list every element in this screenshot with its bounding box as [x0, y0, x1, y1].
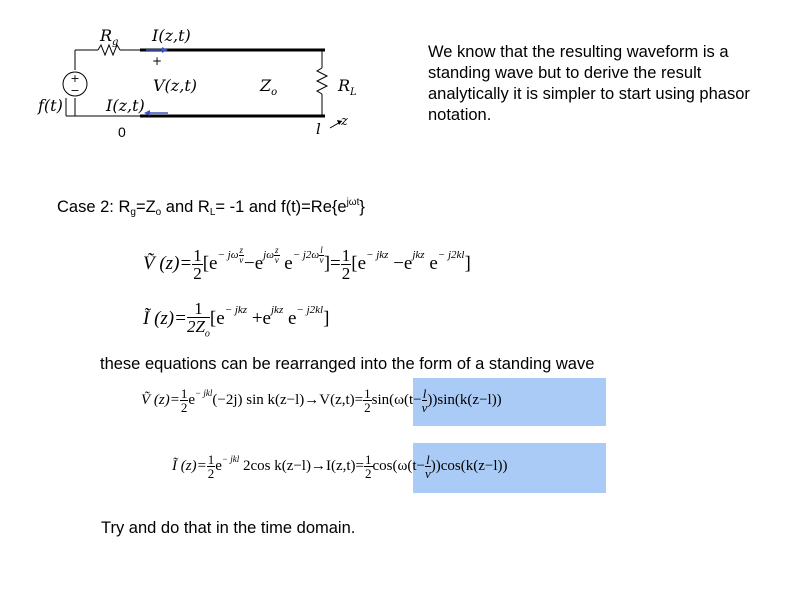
- transmission-line-circuit: [0, 0, 420, 150]
- intro-paragraph: We know that the resulting waveform is a standing wave but to derive the result analytically it is simpler to start using phasor notation.: [428, 43, 750, 124]
- load-resistor-label: $R_L$: [338, 76, 357, 99]
- voltage-label: V(z,t): [153, 76, 197, 95]
- impedance-label: $Z_o$: [260, 76, 278, 99]
- source-plus: +: [70, 72, 80, 85]
- rearrange-sentence: these equations can be rearranged into the form of a standing wave: [100, 355, 595, 373]
- top-current-arrow-head: [162, 47, 168, 53]
- voltage-standing-wave-equation: Ṽ (z)= $\frac{1}{2}$ $e^{- jkl}(-2j)$ sin k(z−l)→V(z,t)= $\frac{1}{2}$ sin(ω(t− $\frac{l}{v}$ ))sin(k(z−l)): [141, 386, 502, 415]
- z-axis-label: z: [341, 114, 348, 129]
- voltage-phasor-equation: Ṽ (z)= $\frac{1}{2}$ [$e^{- j\omega \frac{z}{v}}$ $-e^{j\omega \frac{z}{v}}$ $e^{- j2\omega \frac{l}{v}}$ ]= $\frac{1}{2}$ [$e^{- jkz} -e^{jkz}$ $e^{- j2kl}$]: [143, 245, 471, 284]
- source-resistor-label: $R_g$: [100, 26, 119, 49]
- current-standing-wave-equation: Ĩ (z)= $\frac{1}{2}$ $e^{- jkl}$ 2cos k(z−l)→I(z,t)= $\frac{1}{2}$ cos(ω(t− $\frac{l}{v}$ ))cos(k(z−l)): [172, 452, 508, 481]
- source-minus: −: [70, 84, 80, 97]
- load-resistor: [317, 68, 327, 94]
- closing-sentence: Try and do that in the time domain.: [101, 519, 356, 537]
- position-l-label: l: [316, 120, 321, 138]
- position-zero-label: 0: [118, 124, 126, 140]
- case-2-statement: Case 2: $R_g=Z_o$ and $R_L= -1$ and $f(t)=Re\{e^{j\omega t}\}$: [57, 197, 365, 218]
- bottom-current-label: I(z,t): [106, 96, 145, 115]
- plus-sign: +: [152, 54, 163, 68]
- top-current-label: I(z,t): [152, 26, 191, 45]
- source-function-label: f(t): [38, 96, 63, 115]
- current-phasor-equation: Ĩ (z)= $\frac{1}{2Z_o}$ [$e^{- jkz} +e^{jkz}$ $e^{- j2kl}$]: [143, 299, 330, 340]
